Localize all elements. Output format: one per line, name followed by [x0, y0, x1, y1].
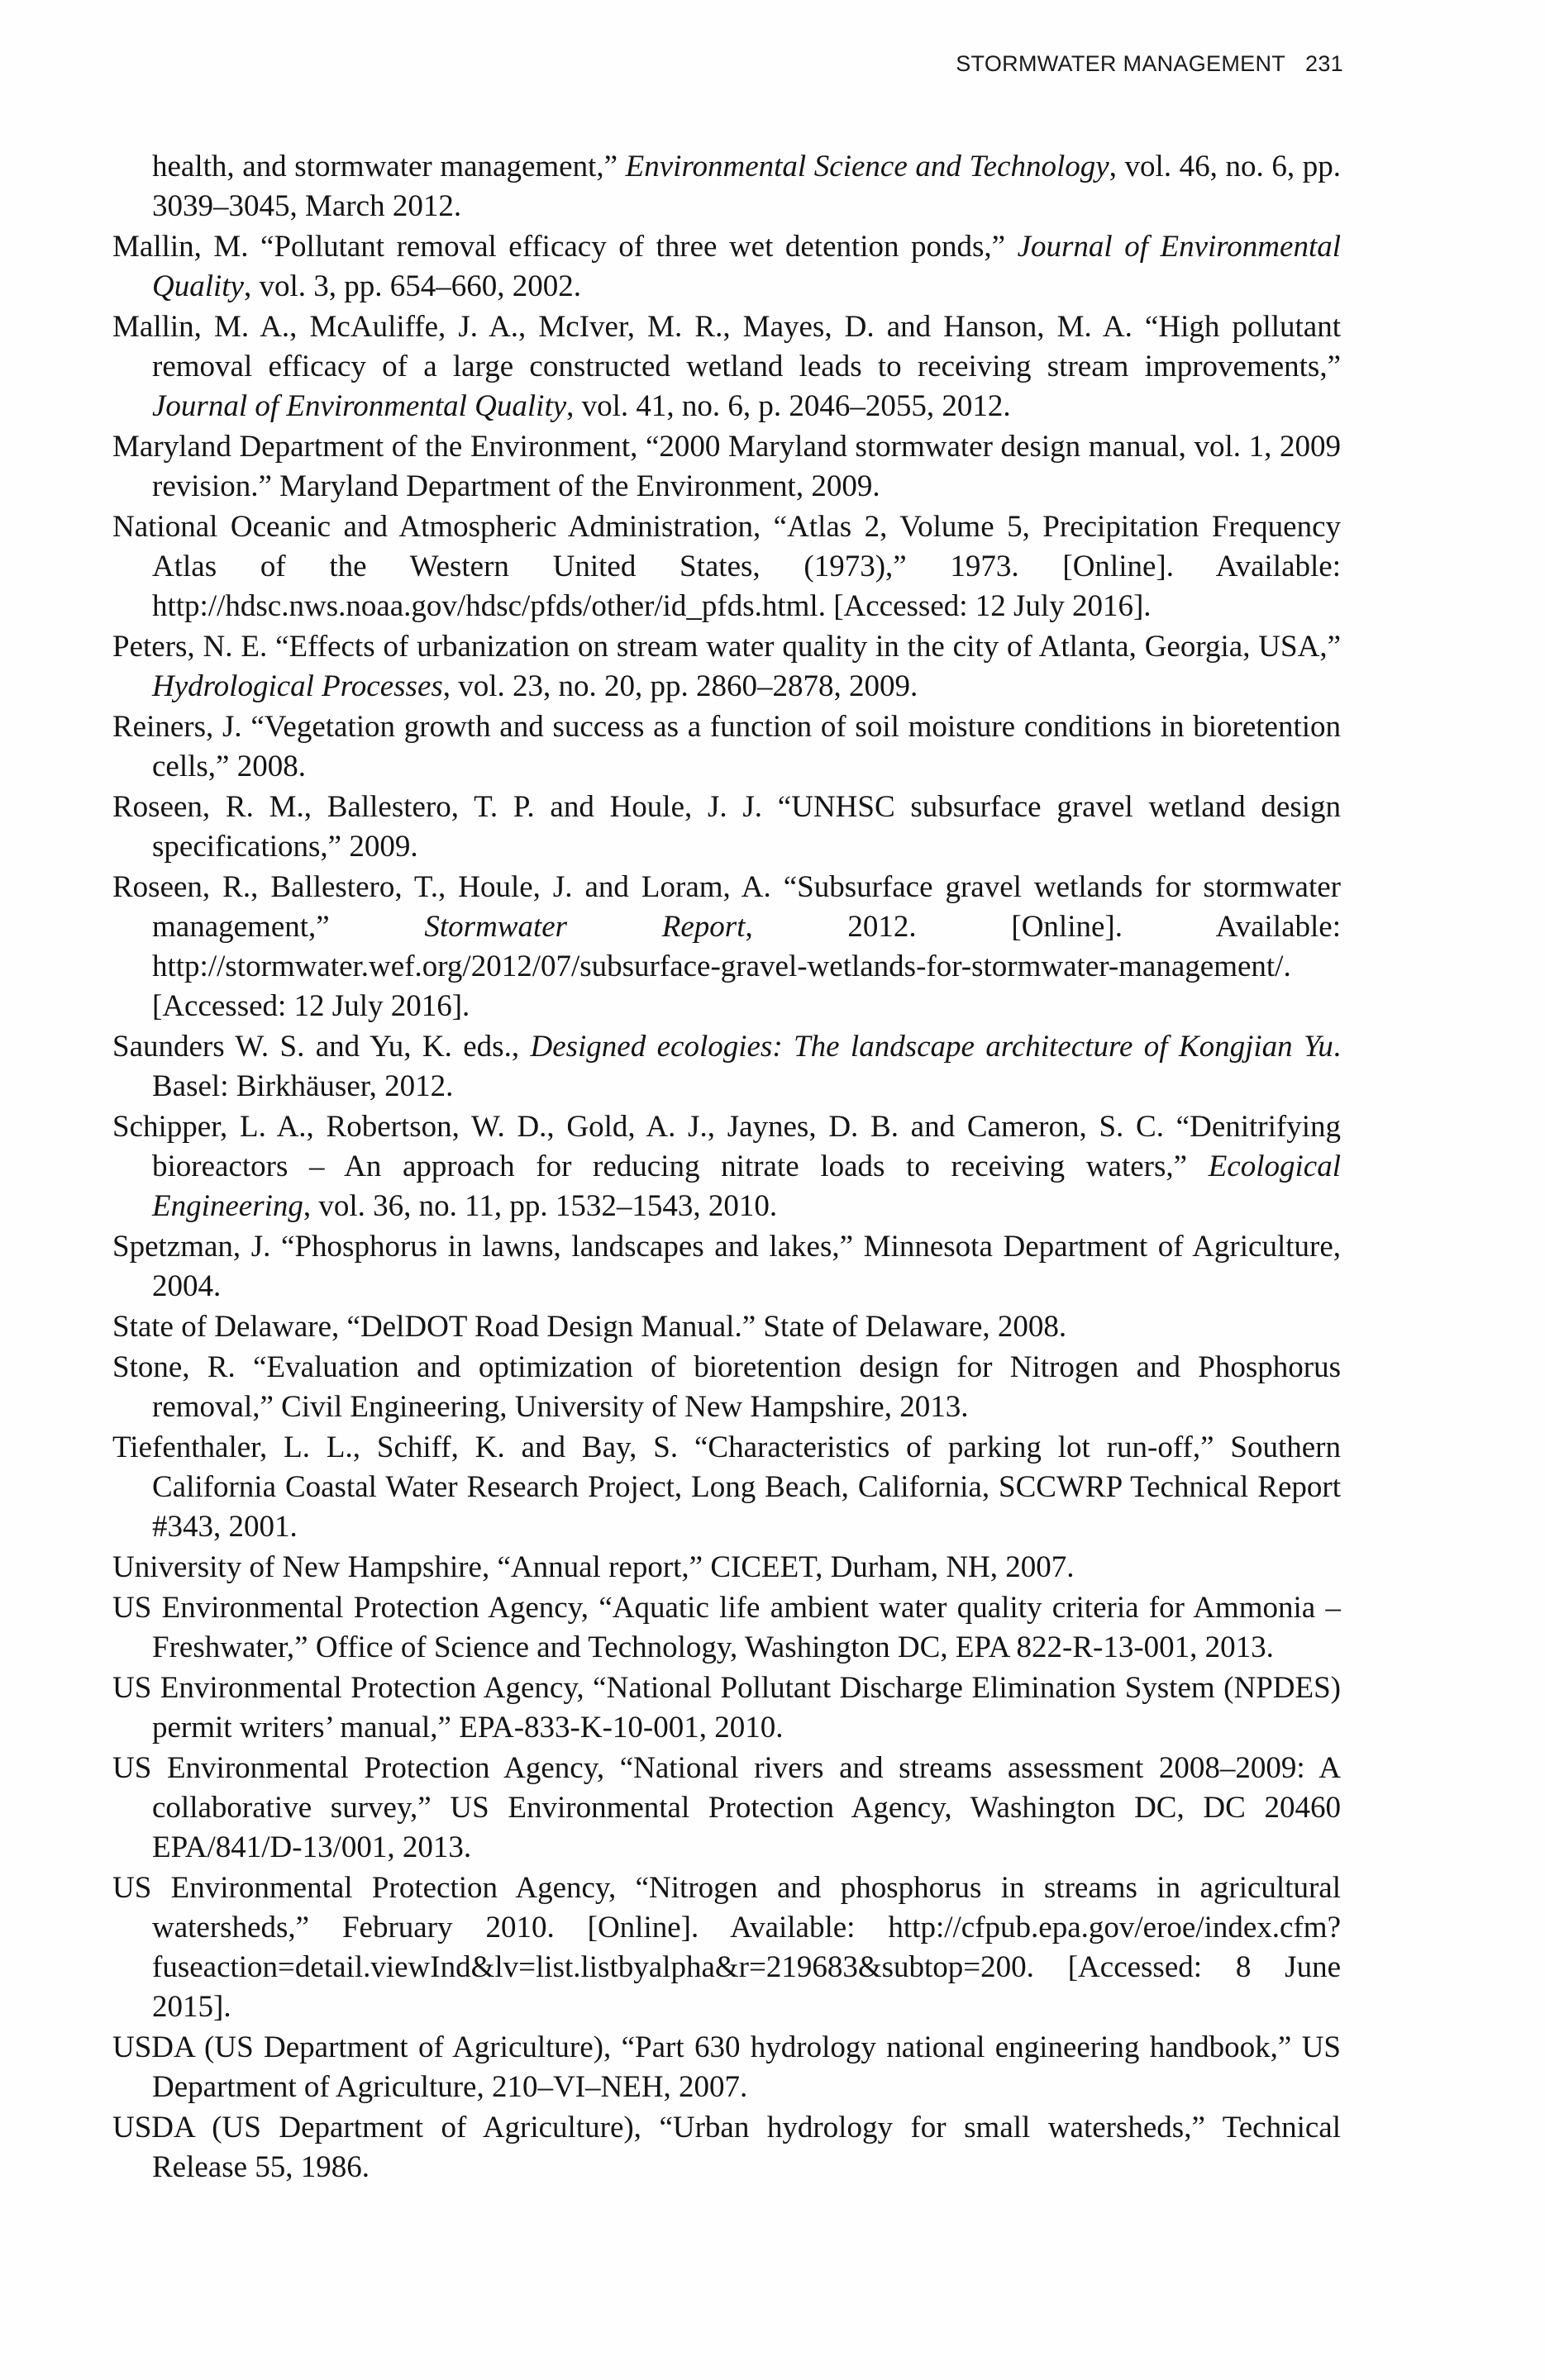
reference-list [112, 147, 1341, 2188]
reference-entry: Roseen, R. M., Ballestero, T. P. and Houle, J. J. “UNHSC subsurface gravel wetland design specifications,” 2009. [112, 790, 1341, 864]
reference-entry: USDA (US Department of Agriculture), “Part 630 hydrology national engineering handbook,” US Department of Agriculture, 210–VI–NEH, 2007. [112, 2030, 1341, 2104]
reference-entry: Maryland Department of the Environment, “2000 Maryland stormwater design manual, vol. 1, 2009 revision.” Maryland Department of the Environment, 2009. [112, 430, 1341, 503]
reference-entry: Saunders W. S. and Yu, K. eds., Designed ecologies: The landscape architecture of Kongjian Yu. Basel: Birkhäuser, 2012. [112, 1030, 1341, 1103]
reference-entry: University of New Hampshire, “Annual report,” CICEET, Durham, NH, 2007. [112, 1550, 1075, 1584]
reference-entry: Reiners, J. “Vegetation growth and success as a function of soil moisture conditions in bioretention cells,” 2008. [112, 710, 1341, 783]
reference-entry: Roseen, R., Ballestero, T., Houle, J. and Loram, A. “Subsurface gravel wetlands for stormwater management,” Stormwater Report, 2012. [Online]. Available: http://stormwater.wef.org/2012/07/subsurface-gravel-wetlands-for-stormwater-management/. [Accessed: 12 July 2016]. [112, 870, 1341, 1023]
reference-entry: Schipper, L. A., Robertson, W. D., Gold, A. J., Jaynes, D. B. and Cameron, S. C. “Denitrifying bioreactors – An approach for reducing nitrate loads to receiving waters,” Ecological Engineering, vol. 36, no. 11, pp. 1532–1543, 2010. [112, 1110, 1341, 1223]
reference-entry: US Environmental Protection Agency, “Aquatic life ambient water quality criteria for Ammonia – Freshwater,” Office of Science and Technology, Washington DC, EPA 822-R-13-001, 2013. [112, 1591, 1341, 1664]
reference-entry: US Environmental Protection Agency, “Nitrogen and phosphorus in streams in agricultural watersheds,” February 2010. [Online]. Available: http://cfpub.epa.gov/eroe/index.cfm?fuseaction=detail.viewInd&lv=list.listbyalpha&r=219683&subtop=200. [Accessed: 8 June 2015]. [112, 1871, 1341, 2024]
reference-entry: health, and stormwater management,” Environmental Science and Technology, vol. 46, no. 6, pp. 3039–3045, March 2012. [152, 150, 1341, 223]
running-title: STORMWATER MANAGEMENT [956, 51, 1286, 76]
reference-entry: Stone, R. “Evaluation and optimization of bioretention design for Nitrogen and Phosphorus removal,” Civil Engineering, University of New Hampshire, 2013. [112, 1350, 1341, 1424]
reference-entry: Tiefenthaler, L. L., Schiff, K. and Bay, S. “Characteristics of parking lot run-off,” Southern California Coastal Water Research Project, Long Beach, California, SCCWRP Technical Report #343, 2001. [112, 1430, 1341, 1544]
page-number: 231 [1305, 51, 1343, 76]
reference-entry: Mallin, M. “Pollutant removal efficacy of three wet detention ponds,” Journal of Environmental Quality, vol. 3, pp. 654–660, 2002. [112, 230, 1341, 303]
running-head [956, 51, 1343, 77]
reference-entry: State of Delaware, “DelDOT Road Design Manual.” State of Delaware, 2008. [112, 1310, 1067, 1344]
reference-entry: US Environmental Protection Agency, “National Pollutant Discharge Elimination System (NPDES) permit writers’ manual,” EPA-833-K-10-001, 2010. [112, 1671, 1341, 1745]
reference-entry: Mallin, M. A., McAuliffe, J. A., McIver, M. R., Mayes, D. and Hanson, M. A. “High pollutant removal efficacy of a large constructed wetland leads to receiving stream improvements,” Journal of Environmental Quality, vol. 41, no. 6, p. 2046–2055, 2012. [112, 310, 1341, 423]
reference-entry: National Oceanic and Atmospheric Administration, “Atlas 2, Volume 5, Precipitation Frequency Atlas of the Western United States, (1973),” 1973. [Online]. Available: http://hdsc.nws.noaa.gov/hdsc/pfds/other/id_pfds.html. [Accessed: 12 July 2016]. [112, 510, 1341, 623]
reference-entry: USDA (US Department of Agriculture), “Urban hydrology for small watersheds,” Technical Release 55, 1986. [112, 2111, 1341, 2184]
reference-entry: US Environmental Protection Agency, “National rivers and streams assessment 2008–2009: A collaborative survey,” US Environmental Protection Agency, Washington DC, DC 20460 EPA/841/D-13/001, 2013. [112, 1751, 1341, 1864]
reference-entry: Peters, N. E. “Effects of urbanization on stream water quality in the city of Atlanta, Georgia, USA,” Hydrological Processes, vol. 23, no. 20, pp. 2860–2878, 2009. [112, 630, 1341, 703]
reference-entry: Spetzman, J. “Phosphorus in lawns, landscapes and lakes,” Minnesota Department of Agriculture, 2004. [112, 1230, 1341, 1303]
